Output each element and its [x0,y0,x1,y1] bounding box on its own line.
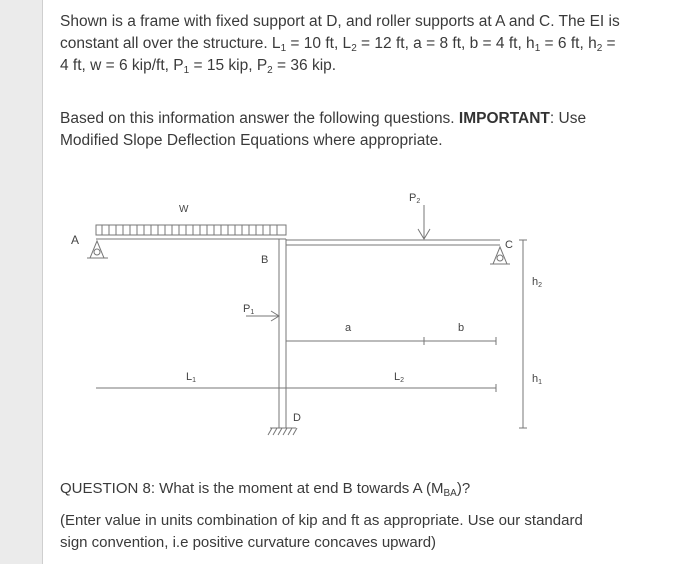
instructions-line-1 [60,108,670,130]
frame-diagram [42,180,582,450]
diagram-labels [71,192,542,424]
support-A-roller-icon [94,249,100,255]
problem-line-2 [60,33,670,55]
instructions-line-2: Modified Slope Deflection Equations where appropriate. [60,132,443,149]
problem-statement [60,11,670,77]
text-span: = 10 ft, L [286,35,352,52]
label-h2: h2 [532,276,543,289]
text-span: = 6 ft, h [540,35,597,52]
subscript: BA [443,488,457,499]
subscript: 1 [534,43,541,54]
text-span: = 36 kip. [272,57,337,74]
label-A: A [71,233,80,247]
label-P1: P1 [243,303,255,316]
text-span: QUESTION 8: What is the moment at end B towards A (M [60,480,444,497]
label-h1: h1 [532,373,543,386]
text-span: = 12 ft, a = 8 ft, b = 4 ft, h [356,35,535,52]
label-b: b [458,322,465,334]
distributed-load-box [96,225,286,235]
label-D: D [293,412,301,424]
question-note-line-1: (Enter value in units combination of kip and ft as appropriate. Use our standard [60,512,583,529]
subscript: 2 [351,43,357,54]
question-title [60,478,470,500]
label-B: B [261,254,269,266]
question-note [60,510,660,554]
label-w: W [179,204,189,215]
label-L1: L1 [186,371,197,384]
support-C-roller-icon [497,255,503,261]
label-a: a [345,322,352,334]
label-L2: L2 [394,371,405,384]
label-P2: P2 [409,192,421,205]
text-span: Based on this information answer the following questions. [60,110,459,127]
problem-line-3 [60,55,670,77]
text-span: = 15 kip, P [189,57,268,74]
text-span: )? [456,480,471,497]
distributed-load-arrows [102,225,277,235]
label-C: C [505,239,513,251]
question-note-line-2: sign convention, i.e positive curvature concaves upward) [60,534,437,551]
subscript: 2 [267,65,273,76]
text-span: 4 ft, w = 6 kip/ft, P [60,57,184,74]
text-span: : Use [549,110,587,127]
subscript: 1 [183,65,190,76]
problem-line-1: Shown is a frame with fixed support at D, and roller supports at A and C. The EI is [60,13,620,30]
subscript: 1 [280,43,287,54]
instructions [60,108,670,152]
subscript: 2 [596,43,603,54]
fixed-support-hatch [268,428,297,435]
text-span: constant all over the structure. L [60,35,281,52]
text-span: = [602,35,616,52]
important-label: IMPORTANT [458,110,550,127]
